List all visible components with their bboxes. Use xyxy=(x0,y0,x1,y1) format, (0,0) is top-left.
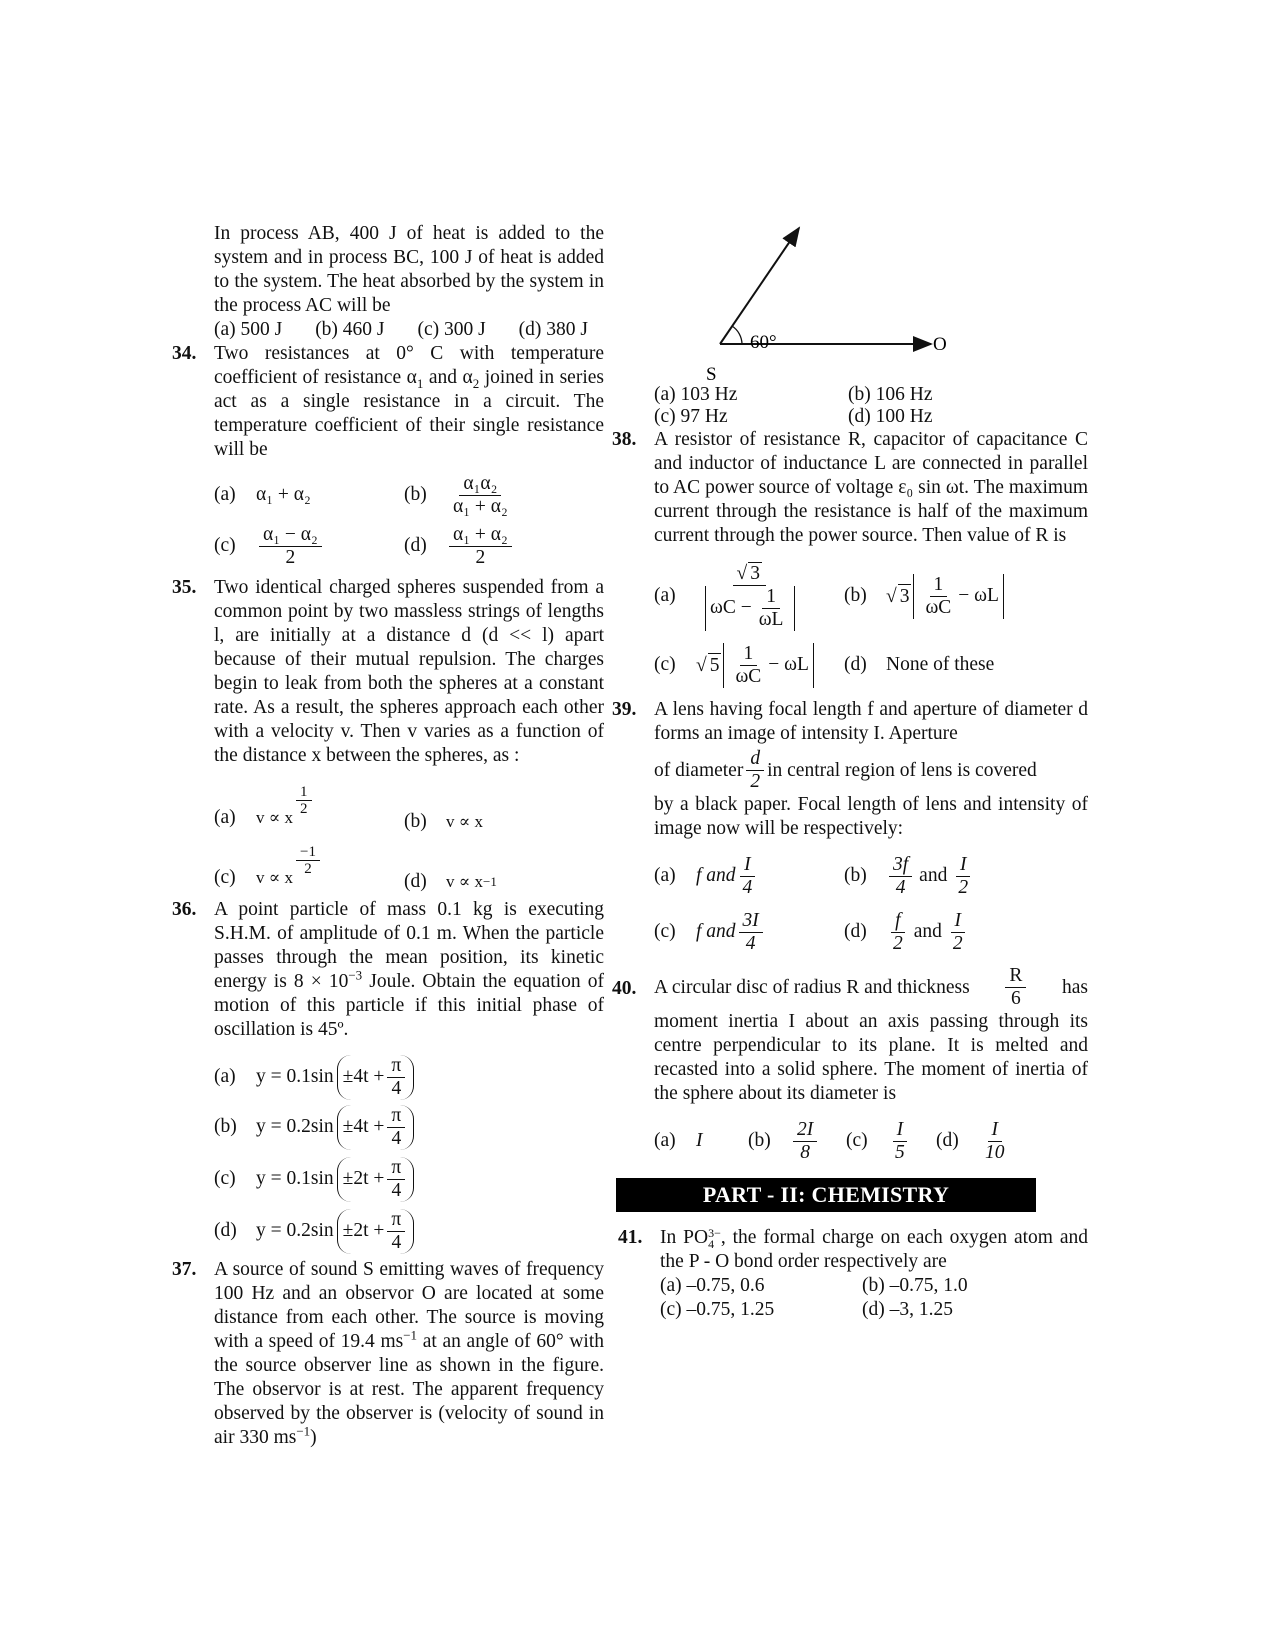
q35-option-c: (c) v ∝ x $\frac{-1}{2}$ xyxy=(214,861,404,894)
left-column xyxy=(172,222,604,1450)
question-33-continued xyxy=(172,222,604,342)
question-number: 40. xyxy=(612,978,637,999)
q34-option-b: (b) $\frac{\text{α₁α₂}}{\text{α₁ + α₂}}$ xyxy=(404,472,508,517)
q40-option-b: (b) $\frac{2I}{8}$ xyxy=(748,1119,846,1164)
question-39 xyxy=(612,698,1088,959)
q40-options xyxy=(654,1110,1088,1172)
q33-option-a: (a) 500 J xyxy=(214,319,283,340)
q39-option-a: (a) f and $\frac{I}{4}$ xyxy=(654,854,844,899)
right-column xyxy=(612,220,1088,1322)
question-number: 36. xyxy=(172,899,197,920)
q41-option-b: (b) –0.75, 1.0 xyxy=(862,1275,968,1296)
q41-option-d: (d) –3, 1.25 xyxy=(862,1299,953,1320)
q34-text: Two resistances at 0° C with temperature coefficient of resistance $\alpha_1$ and $\alpha_2$ joined in series act as a single resistance in a circuit. The temperature coefficient of their single resistance will be xyxy=(214,343,604,460)
q36-text: A point particle of mass 0.1 kg is executing S.H.M. of amplitude of 0.1 m. When the particle passes through the mean position, its kinetic energy is $8 \times 10^{-3}$ Joule. Obtain the equation of motion of this particle if this initial phase of oscillation is 45º. xyxy=(214,899,604,1040)
q39-text-3: by a black paper. Focal length of lens and intensity of image now will be respectively: xyxy=(654,794,1088,839)
q34-option-c: (c) $\frac{\text{α₁ − α₂}}{2}$ xyxy=(214,524,404,569)
q34-option-a: (a) α₁ + α₂ xyxy=(214,484,311,505)
angle-label: 60° xyxy=(750,332,777,353)
q39-option-b: (b) $\frac{3f}{4}$ and $\frac{I}{2}$ xyxy=(844,854,975,899)
q39-text-1: A lens having focal length f and aperture of diameter d forms an image of intensity I. Aperture xyxy=(654,699,1088,744)
question-number: 39. xyxy=(612,699,637,720)
q33-options xyxy=(214,318,588,342)
q36-option-c: (c) y = 0.1sin ±2t + $\frac{\pi}{4}$ xyxy=(214,1152,604,1206)
q33-option-c: (c) 300 J xyxy=(417,319,486,340)
q38-options xyxy=(654,556,1088,694)
q35-option-d: (d) v ∝ x −1 xyxy=(404,871,497,892)
q38-text: A resistor of resistance R, capacitor of capacitance C and inductor of inductance L are connected in parallel to AC power source of voltage ε₀ sin ωt. The maximum current through the resistance is half of the maximum current through the power source. Then value of R is xyxy=(654,429,1088,546)
part-2-heading: PART - II: CHEMISTRY xyxy=(616,1178,1036,1212)
q38-option-d: (d) None of these xyxy=(844,654,995,675)
q39-text-2: of diameter $\frac{d}{2}$ in central region of lens is covered xyxy=(654,748,1037,792)
question-36 xyxy=(172,898,604,1256)
q36-option-a: (a) y = 0.1sin ±4t + $\frac{\pi}{4}$ xyxy=(214,1052,604,1102)
q41-option-a: (a) –0.75, 0.6 xyxy=(660,1275,765,1296)
question-40 xyxy=(612,965,1088,1172)
q38-option-a: (a) √ 3 ωC − $\frac{1}{\omega L}$ xyxy=(654,562,844,631)
q36-option-b: (b) y = 0.2sin ±4t + $\frac{\pi}{4}$ xyxy=(214,1102,604,1152)
question-number: 41. xyxy=(618,1227,643,1248)
q40-option-a: (a) I xyxy=(654,1130,703,1151)
q39-options xyxy=(654,847,1088,959)
q35-option-a: (a) v ∝ x $\frac{1}{2}$ xyxy=(214,801,404,834)
question-35 xyxy=(172,576,604,894)
q39-option-d: (d) $\frac{f}{2}$ and $\frac{I}{2}$ xyxy=(844,910,970,955)
q33-text: In process AB, 400 J of heat is added to the system and in process BC, 100 J of heat is added to the system. The heat absorbed by the system in the process AC will be xyxy=(214,223,604,316)
q35-option-b: (b) v ∝ x xyxy=(404,811,484,832)
q40-option-d: (d) $\frac{I}{10}$ xyxy=(936,1118,1005,1163)
question-38 xyxy=(612,428,1088,694)
q40-text-1: A circular disc of radius R and thickness $\frac{R}{6}$ has xyxy=(654,965,1088,1009)
q35-options xyxy=(214,774,604,894)
observer-label: O xyxy=(933,334,947,355)
q38-option-c: (c) √ 5 $\frac{1}{\omega C}$ − ωL xyxy=(654,643,844,688)
q39-option-c: (c) f and $\frac{3I}{4}$ xyxy=(654,910,844,955)
q37-text: A source of sound S emitting waves of frequency 100 Hz and an observor O are located at some distance from each other. The source is moving with a speed of 19.4 $ms^{-1}$ at an angle of 60° with the source observer line as shown in the figure. The observor is at rest. The apparent frequency observed by the observer is (velocity of sound in air 330 $ms^{-1}$) xyxy=(214,1259,604,1448)
question-37 xyxy=(172,1258,604,1450)
angle-arc xyxy=(732,326,742,344)
q37-option-a: (a) 103 Hz xyxy=(654,384,738,405)
q40-text-2: moment inertia I about an axis passing through its centre perpendicular to its plane. It is melted and recasted into a solid sphere. The moment of inertia of the sphere about its diameter is xyxy=(654,1011,1088,1104)
q36-option-d: (d) y = 0.2sin ±2t + $\frac{\pi}{4}$ xyxy=(214,1206,604,1256)
q40-option-c: (c) $\frac{I}{5}$ xyxy=(846,1119,936,1164)
q37-option-b: (b) 106 Hz xyxy=(848,384,933,405)
q37-figure xyxy=(648,220,1088,384)
q33-option-d: (d) 380 J xyxy=(518,319,588,340)
q37-option-d: (d) 100 Hz xyxy=(848,406,933,427)
q38-option-b: (b) √ 3 $\frac{1}{\omega C}$ − ωL xyxy=(844,574,1004,619)
q41-options xyxy=(660,1274,1088,1322)
q34-option-d: (d) $\frac{\text{α₁ + α₂}}{2}$ xyxy=(404,524,515,569)
question-number: 37. xyxy=(172,1259,197,1280)
q33-option-b: (b) 460 J xyxy=(315,319,385,340)
q36-options xyxy=(214,1052,604,1256)
q41-option-c: (c) –0.75, 1.25 xyxy=(660,1299,775,1320)
question-34 xyxy=(172,342,604,572)
question-number: 34. xyxy=(172,343,197,364)
question-41 xyxy=(618,1226,1088,1322)
question-number: 38. xyxy=(612,429,637,450)
q37-options xyxy=(648,384,1088,428)
q37-option-c: (c) 97 Hz xyxy=(654,406,728,427)
source-label: S xyxy=(706,364,717,384)
q35-text: Two identical charged spheres suspended from a common point by two massless strings of lengths l, are initially at a distance d (d << l) apart because of their mutual repulsion. The charges begin to leak from both the spheres at a constant rate. As a result, the spheres approach each other with a velocity v. Then v varies as a function of the distance x between the spheres, as : xyxy=(214,577,604,766)
q34-options xyxy=(214,470,604,572)
q41-text: In PO 3− 4 , the formal charge on each oxygen atom and the P - O bond order respectively are xyxy=(660,1225,1088,1272)
question-number: 35. xyxy=(172,577,197,598)
